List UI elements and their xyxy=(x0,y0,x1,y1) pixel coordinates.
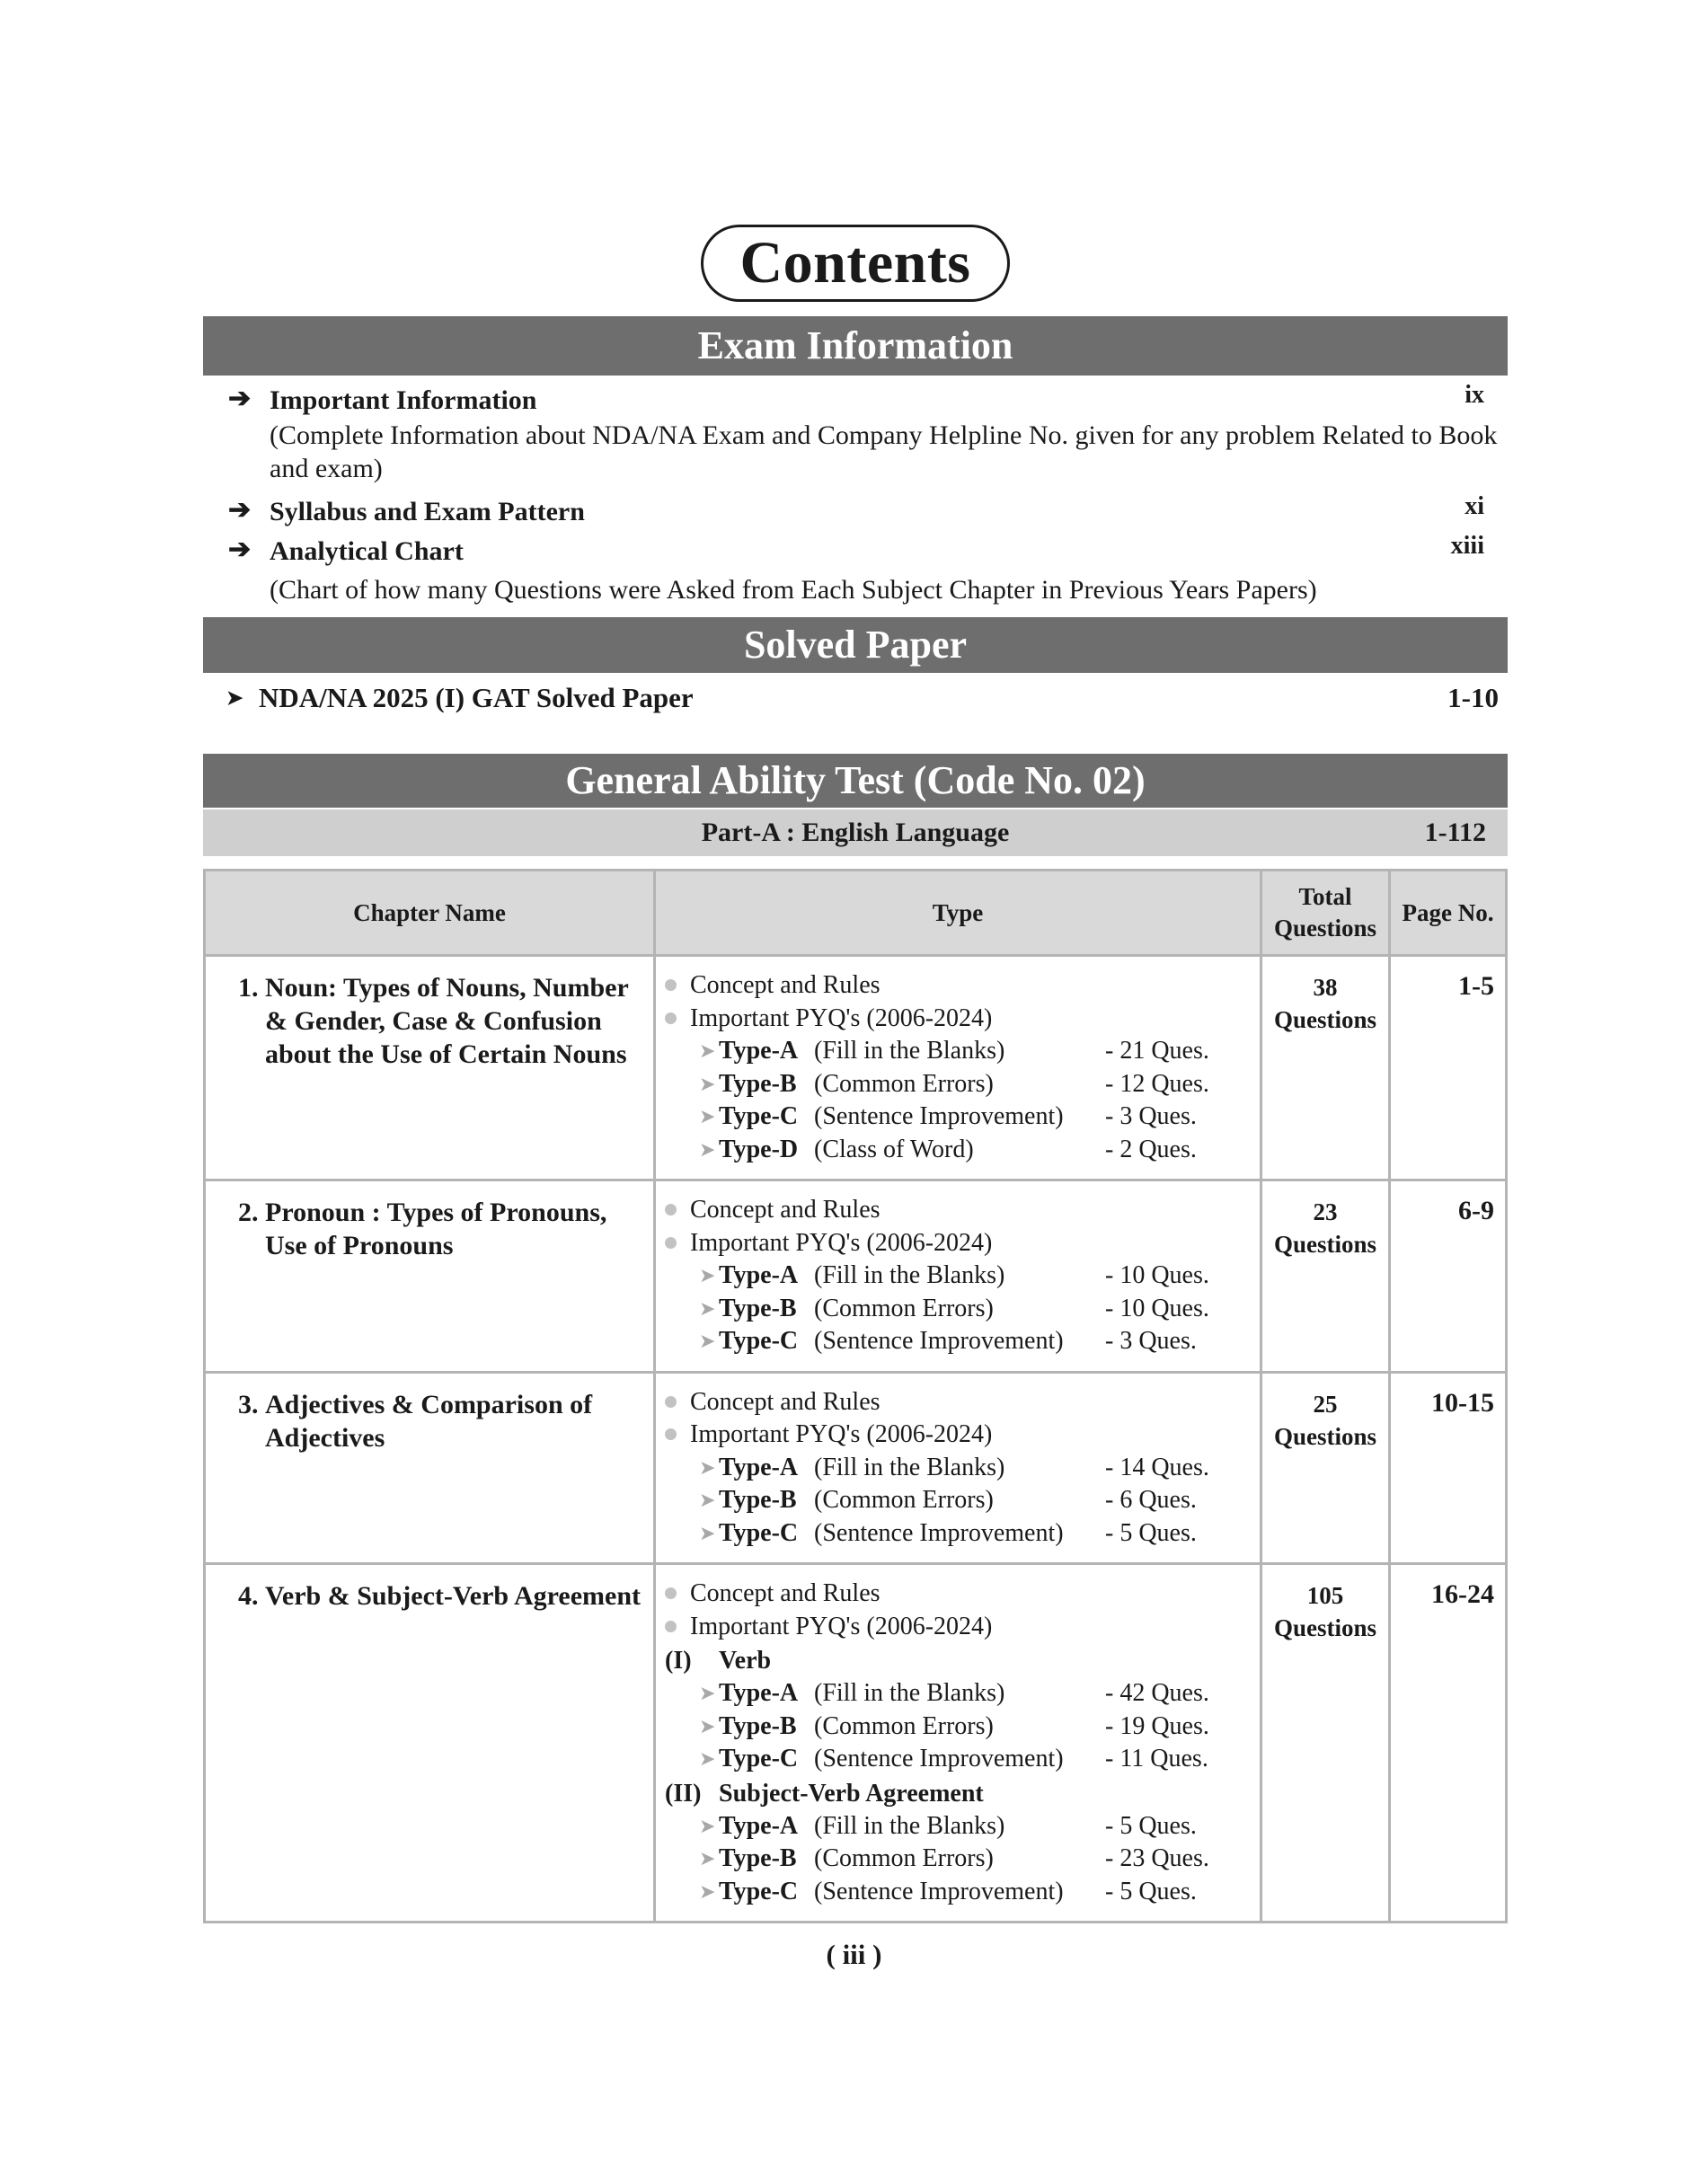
type-description: (Common Errors) xyxy=(814,1486,994,1514)
type-item xyxy=(665,1711,1260,1744)
exam-info-item[interactable] xyxy=(203,383,1508,485)
type-code: Type-B xyxy=(719,1069,797,1098)
total-questions-cell xyxy=(1261,1180,1390,1373)
type-count: - 19 Ques. xyxy=(1105,1711,1209,1740)
solved-paper-banner: Solved Paper xyxy=(203,617,1508,673)
type-group-heading xyxy=(665,1643,1260,1677)
triangle-arrow-icon: ➤ xyxy=(699,1489,716,1511)
chapter-name: Adjectives & Comparison of Adjectives xyxy=(265,1389,593,1453)
group-name: Verb xyxy=(719,1647,772,1675)
type-item xyxy=(665,1101,1260,1134)
type-count: - 14 Ques. xyxy=(1105,1453,1209,1481)
exam-info-page: xi xyxy=(1465,492,1484,520)
table-header-row xyxy=(205,871,1507,956)
type-code: Type-C xyxy=(719,1327,799,1355)
chapter-name: Noun: Types of Nouns, Number & Gender, Case & Confusion about the Use of Certain Nouns xyxy=(265,973,629,1069)
type-code: Type-A xyxy=(719,1453,799,1481)
solved-paper-entry[interactable] xyxy=(203,673,1508,723)
bullet-dot-icon xyxy=(665,1396,677,1408)
right-arrow-icon: ➔ xyxy=(228,535,252,564)
type-count: - 42 Ques. xyxy=(1105,1679,1209,1707)
type-count: - 10 Ques. xyxy=(1105,1294,1209,1322)
type-count: - 3 Ques. xyxy=(1105,1102,1197,1130)
pyq-label: Important PYQ's (2006-2024) xyxy=(690,1228,993,1257)
type-count: - 5 Ques. xyxy=(1105,1811,1197,1840)
type-count: - 10 Ques. xyxy=(1105,1261,1209,1289)
bullet-dot-icon xyxy=(665,1428,677,1440)
header-page-no: Page No. xyxy=(1390,871,1507,956)
table-row xyxy=(205,1564,1507,1923)
table-row xyxy=(205,1180,1507,1373)
concept-line xyxy=(665,969,1260,1003)
chapter-name-cell[interactable] xyxy=(205,1372,655,1564)
triangle-arrow-icon: ➤ xyxy=(699,1521,716,1544)
type-description: (Sentence Improvement) xyxy=(814,1745,1064,1772)
table-row xyxy=(205,956,1507,1180)
type-code: Type-A xyxy=(719,1261,799,1289)
exam-info-title: Analytical Chart xyxy=(270,536,464,566)
pyq-line xyxy=(665,1227,1260,1260)
exam-info-list xyxy=(203,383,1508,606)
triangle-arrow-icon: ➤ xyxy=(699,1714,716,1737)
chapter-name-cell[interactable] xyxy=(205,956,655,1180)
type-code: Type-B xyxy=(719,1486,797,1514)
concept-label: Concept and Rules xyxy=(690,1579,881,1607)
pyq-line xyxy=(665,1611,1260,1644)
type-count: - 3 Ques. xyxy=(1105,1327,1197,1355)
exam-info-description: (Chart of how many Questions were Asked from Each Subject Chapter in Previous Years Papers) xyxy=(270,575,1317,605)
type-item xyxy=(665,1325,1260,1358)
triangle-arrow-icon: ➤ xyxy=(699,1264,716,1286)
type-code: Type-B xyxy=(719,1294,797,1322)
type-group-heading xyxy=(665,1776,1260,1810)
exam-info-title: Syllabus and Exam Pattern xyxy=(270,497,585,526)
triangle-arrow-icon: ➤ xyxy=(699,1072,716,1095)
gat-banner: General Ability Test (Code No. 02) xyxy=(203,754,1508,808)
type-description: (Common Errors) xyxy=(814,1711,994,1740)
total-questions-number: 25 xyxy=(1313,1390,1338,1418)
chapter-table xyxy=(203,869,1508,1923)
triangle-arrow-icon: ➤ xyxy=(699,1879,716,1903)
chapter-number: 4. xyxy=(238,1581,259,1611)
type-code: Type-C xyxy=(719,1102,799,1130)
bullet-dot-icon xyxy=(665,1237,677,1249)
pyq-label: Important PYQ's (2006-2024) xyxy=(690,1420,993,1448)
solved-paper-page: 1-10 xyxy=(1447,682,1499,713)
header-chapter-name: Chapter Name xyxy=(205,871,655,956)
concept-label: Concept and Rules xyxy=(690,1387,881,1416)
type-count: - 2 Ques. xyxy=(1105,1135,1197,1163)
type-item xyxy=(665,1876,1260,1909)
triangle-arrow-icon: ➤ xyxy=(226,686,243,709)
type-item xyxy=(665,1035,1260,1068)
type-item xyxy=(665,1810,1260,1843)
type-description: (Fill in the Blanks) xyxy=(814,1261,1005,1289)
type-count: - 5 Ques. xyxy=(1105,1877,1197,1905)
bullet-dot-icon xyxy=(665,1204,677,1216)
type-code: Type-A xyxy=(719,1811,799,1840)
type-item xyxy=(665,1743,1260,1776)
type-count: - 6 Ques. xyxy=(1105,1486,1197,1514)
triangle-arrow-icon: ➤ xyxy=(699,1039,716,1062)
type-code: Type-B xyxy=(719,1844,797,1872)
right-arrow-icon: ➔ xyxy=(228,384,252,413)
solved-paper-title: NDA/NA 2025 (I) GAT Solved Paper xyxy=(259,682,694,713)
page-number-cell: 6-9 xyxy=(1390,1180,1507,1373)
total-questions-label: Questions xyxy=(1273,1231,1377,1258)
type-code: Type-A xyxy=(719,1679,799,1707)
type-description: (Common Errors) xyxy=(814,1844,994,1872)
right-arrow-icon: ➔ xyxy=(228,495,252,525)
group-label: (II) xyxy=(665,1779,702,1808)
bullet-dot-icon xyxy=(665,1621,677,1632)
chapter-number: 1. xyxy=(238,973,259,1003)
group-label: (I) xyxy=(665,1647,692,1675)
exam-info-item[interactable] xyxy=(203,494,1508,530)
type-description: (Sentence Improvement) xyxy=(814,1327,1064,1355)
type-cell xyxy=(655,956,1261,1180)
type-description: (Sentence Improvement) xyxy=(814,1518,1064,1547)
exam-info-item[interactable] xyxy=(203,534,1508,606)
concept-label: Concept and Rules xyxy=(690,971,881,999)
exam-info-banner: Exam Information xyxy=(203,316,1508,376)
concept-line xyxy=(665,1386,1260,1419)
pyq-line xyxy=(665,1003,1260,1036)
type-description: (Common Errors) xyxy=(814,1069,994,1098)
chapter-name-cell[interactable] xyxy=(205,1564,655,1923)
total-questions-label: Questions xyxy=(1273,1006,1377,1033)
type-item xyxy=(665,1843,1260,1876)
exam-info-page: ix xyxy=(1465,381,1484,409)
type-item xyxy=(665,1484,1260,1517)
type-item xyxy=(665,1677,1260,1711)
type-description: (Fill in the Blanks) xyxy=(814,1037,1005,1065)
title-wrap xyxy=(203,225,1508,302)
chapter-table-body xyxy=(205,956,1507,1923)
total-questions-cell xyxy=(1261,1372,1390,1564)
type-count: - 23 Ques. xyxy=(1105,1844,1209,1872)
type-item xyxy=(665,1260,1260,1293)
triangle-arrow-icon: ➤ xyxy=(699,1105,716,1127)
concept-line xyxy=(665,1578,1260,1611)
page-title: Contents xyxy=(701,225,1009,302)
triangle-arrow-icon: ➤ xyxy=(699,1137,716,1161)
total-questions-label: Questions xyxy=(1273,1422,1377,1450)
total-questions-number: 38 xyxy=(1313,974,1338,1001)
bullet-dot-icon xyxy=(665,1587,677,1599)
type-code: Type-C xyxy=(719,1518,799,1547)
part-a-banner xyxy=(203,809,1508,856)
type-count: - 5 Ques. xyxy=(1105,1518,1197,1547)
header-total-questions xyxy=(1261,871,1390,956)
part-a-title: Part-A : English Language xyxy=(701,818,1010,847)
type-description: (Sentence Improvement) xyxy=(814,1877,1064,1905)
type-code: Type-B xyxy=(719,1711,797,1740)
type-count: - 21 Ques. xyxy=(1105,1037,1209,1065)
pyq-label: Important PYQ's (2006-2024) xyxy=(690,1612,993,1640)
total-questions-number: 23 xyxy=(1313,1198,1338,1225)
concept-label: Concept and Rules xyxy=(690,1196,881,1224)
type-cell xyxy=(655,1564,1261,1923)
triangle-arrow-icon: ➤ xyxy=(699,1455,716,1479)
type-code: Type-D xyxy=(719,1135,799,1163)
type-cell xyxy=(655,1372,1261,1564)
type-item xyxy=(665,1452,1260,1485)
type-item xyxy=(665,1134,1260,1167)
chapter-name: Verb & Subject-Verb Agreement xyxy=(265,1581,641,1611)
total-questions-cell xyxy=(1261,1564,1390,1923)
type-description: (Sentence Improvement) xyxy=(814,1102,1064,1130)
type-count: - 12 Ques. xyxy=(1105,1069,1209,1098)
header-total-line1: Total xyxy=(1298,883,1352,910)
type-item xyxy=(665,1293,1260,1326)
type-code: Type-C xyxy=(719,1877,799,1905)
triangle-arrow-icon: ➤ xyxy=(699,1747,716,1770)
triangle-arrow-icon: ➤ xyxy=(699,1847,716,1870)
total-questions-label: Questions xyxy=(1273,1614,1377,1641)
chapter-name-cell[interactable] xyxy=(205,1180,655,1373)
total-questions-number: 105 xyxy=(1306,1582,1344,1609)
chapter-number: 2. xyxy=(238,1198,259,1227)
total-questions-cell xyxy=(1261,956,1390,1180)
type-description: (Fill in the Blanks) xyxy=(814,1811,1005,1840)
triangle-arrow-icon: ➤ xyxy=(699,1296,716,1320)
page-number-footer: ( iii ) xyxy=(826,1939,882,1970)
type-code: Type-A xyxy=(719,1037,799,1065)
type-code: Type-C xyxy=(719,1745,799,1772)
page-number-cell: 1-5 xyxy=(1390,956,1507,1180)
type-item xyxy=(665,1517,1260,1551)
page-number-cell: 10-15 xyxy=(1390,1372,1507,1564)
pyq-line xyxy=(665,1419,1260,1452)
exam-info-description: (Complete Information about NDA/NA Exam and Company Helpline No. given for any problem Related to Book and exam) xyxy=(270,420,1498,483)
chapter-number: 3. xyxy=(238,1389,259,1419)
contents-page xyxy=(203,225,1508,1923)
type-item xyxy=(665,1068,1260,1101)
triangle-arrow-icon: ➤ xyxy=(699,1814,716,1837)
bullet-dot-icon xyxy=(665,979,677,991)
type-cell xyxy=(655,1180,1261,1373)
page-number-cell: 16-24 xyxy=(1390,1564,1507,1923)
pyq-label: Important PYQ's (2006-2024) xyxy=(690,1003,993,1032)
concept-line xyxy=(665,1194,1260,1227)
type-description: (Common Errors) xyxy=(814,1294,994,1322)
chapter-name: Pronoun : Types of Pronouns, Use of Pronouns xyxy=(265,1198,607,1260)
header-type: Type xyxy=(655,871,1261,956)
exam-info-title: Important Information xyxy=(270,385,537,415)
type-description: (Fill in the Blanks) xyxy=(814,1453,1005,1481)
type-description: (Class of Word) xyxy=(814,1135,974,1163)
bullet-dot-icon xyxy=(665,1012,677,1024)
type-description: (Fill in the Blanks) xyxy=(814,1679,1005,1707)
group-name: Subject-Verb Agreement xyxy=(719,1779,984,1808)
table-row xyxy=(205,1372,1507,1564)
type-count: - 11 Ques. xyxy=(1105,1745,1208,1772)
exam-info-page: xiii xyxy=(1450,532,1484,560)
triangle-arrow-icon: ➤ xyxy=(699,1330,716,1352)
triangle-arrow-icon: ➤ xyxy=(699,1682,716,1704)
part-a-pages: 1-112 xyxy=(1424,818,1486,847)
header-total-line2: Questions xyxy=(1273,915,1377,941)
